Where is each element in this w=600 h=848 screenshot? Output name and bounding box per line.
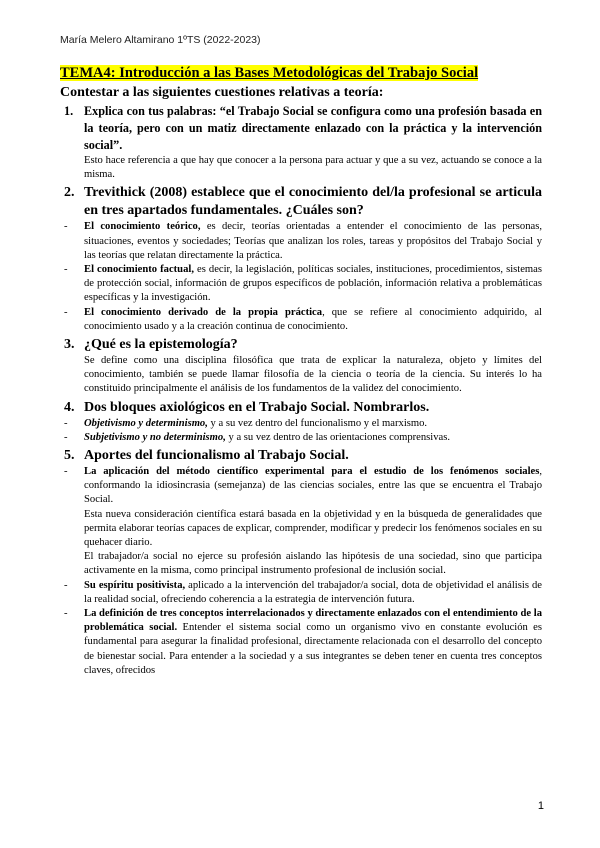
bullet-heading: Objetivismo y determinismo, bbox=[84, 417, 208, 429]
paragraph: Esta nueva consideración científica estará basada en la objetividad y en la búsqueda de generalidades que permita elaborar teorías capaces de explicar, comprender, modificar y predecir los fenómenos sociales en su quehacer diario. bbox=[84, 508, 542, 549]
question-text: Aportes del funcionalismo al Trabajo Social. bbox=[84, 448, 349, 464]
bullet-text: es decir, la legislación, políticas sociales, instituciones, procedimientos, sistemas de protección social, información de grupos específicos de población, información relativa a problemáticas específicas y la investigación. bbox=[84, 264, 542, 304]
list-item bbox=[60, 465, 542, 508]
question-4 bbox=[60, 399, 542, 417]
bullet-heading: La aplicación del método científico experimental para el estudio de los fenómenos sociales bbox=[84, 466, 540, 478]
question-5 bbox=[60, 447, 542, 465]
bullet-dash: - bbox=[64, 431, 68, 443]
bullet-text: es decir, teorías orientadas a entender el conocimiento de las personas, situaciones, eventos y sociedades; Teorías que analizan los roles, tareas y propósitos del Trabajo Social y las teorías que relatan directamente la práctica. bbox=[84, 221, 542, 261]
question-number: 1. bbox=[64, 104, 74, 118]
bullet-dash: - bbox=[64, 466, 68, 478]
question-text: Trevithick (2008) establece que el conocimiento del/la profesional se articula en tres apartados fundamentales. ¿Cuáles son? bbox=[84, 185, 542, 219]
bullet-heading: El conocimiento derivado de la propia práctica bbox=[84, 306, 323, 318]
paragraph: El trabajador/a social no ejerce su profesión aislando las hipótesis de una sociedad, sino que participa activamente en la misma, como principal instrumento profesional de inclusión social. bbox=[84, 551, 542, 577]
list-item bbox=[60, 220, 542, 263]
bullet-heading: El conocimiento factual, bbox=[84, 264, 194, 276]
bullet-heading: Su espíritu positivista, bbox=[84, 579, 186, 591]
bullet-text: aplicado a la intervención del trabajador/a social, dota de objetividad el análisis de la realidad social, ofreciendo coherencia a la estrategia de intervención futura. bbox=[84, 579, 542, 605]
page-header: María Melero Altamirano 1ºTS (2022-2023) bbox=[60, 34, 261, 46]
bullet-dash: - bbox=[64, 608, 68, 620]
question-number: 5. bbox=[64, 448, 75, 464]
list-item bbox=[60, 579, 542, 607]
question-number: 2. bbox=[64, 185, 75, 201]
list-item bbox=[60, 607, 542, 678]
list-item bbox=[60, 417, 542, 431]
question-text: Dos bloques axiológicos en el Trabajo Social. Nombrarlos. bbox=[84, 399, 430, 415]
question-2 bbox=[60, 184, 542, 220]
bullet-dash: - bbox=[64, 264, 68, 276]
page-number: 1 bbox=[537, 800, 544, 812]
question-number: 3. bbox=[64, 337, 75, 353]
question-3 bbox=[60, 336, 542, 354]
bullet-dash: - bbox=[64, 417, 68, 429]
bullet-text: y a su vez dentro de las orientaciones comprensivas. bbox=[225, 431, 451, 443]
question-text: ¿Qué es la epistemología? bbox=[84, 337, 238, 353]
question-text: Explica con tus palabras: “el Trabajo Social se configura como una profesión basada en la teoría, pero con un matiz directamente enlazado con la práctica y la intervención social”. bbox=[84, 104, 542, 152]
bullet-dash: - bbox=[64, 221, 68, 233]
list-item bbox=[60, 306, 542, 334]
bullet-text: , conformando la idiosincrasia (semejanza) de las ciencias sociales, entre las que se encuentra el Trabajo Social. bbox=[84, 466, 542, 506]
bullet-dash: - bbox=[64, 579, 68, 591]
document-subtitle: Contestar a las siguientes cuestiones relativas a teoría: bbox=[60, 85, 384, 100]
bullet-text: , que se refiere al conocimiento adquirido, al conocimiento usado y a la creación continua de conocimiento. bbox=[84, 306, 542, 332]
list-item bbox=[60, 263, 542, 306]
answer-3: Se define como una disciplina filosófica que trata de explicar la naturaleza, objeto y límites del conocimiento, también se puede llamar filosofía de la ciencia o teoría de la ciencia. Su interés lo ha constituido principalmente el análisis de los fundamentos de la validez del conocimiento. bbox=[84, 355, 542, 395]
bullet-text: y a su vez dentro del funcionalismo y el marxismo. bbox=[207, 417, 428, 429]
document-title: TEMA4: Introducción a las Bases Metodológicas del Trabajo Social bbox=[60, 65, 479, 81]
bullet-dash: - bbox=[64, 306, 68, 318]
answer-1: Esto hace referencia a que hay que conocer a la persona para actuar y que a su vez, actuando se conoce a la misma. bbox=[84, 155, 542, 181]
bullet-heading: El conocimiento teórico, bbox=[84, 221, 201, 233]
bullet-text: Entender el sistema social como un organismo vivo en constante evolución es fundamental para asegurar la finalidad profesional, directamente relacionada con el desarrollo del concepto de bienestar social. Para entender a la sociedad y a sus integrantes se deben tener en cuenta tres conceptos claves, ofrecidos bbox=[84, 622, 543, 676]
bullet-heading: La definición de tres conceptos interrelacionados y directamente enlazados con el entendimiento de la problemática social. bbox=[84, 608, 542, 634]
list-item bbox=[60, 431, 542, 445]
bullet-heading: Subjetivismo y no determinismo, bbox=[84, 431, 226, 443]
question-1 bbox=[60, 103, 542, 154]
document-body bbox=[60, 64, 542, 678]
question-number: 4. bbox=[64, 399, 75, 415]
